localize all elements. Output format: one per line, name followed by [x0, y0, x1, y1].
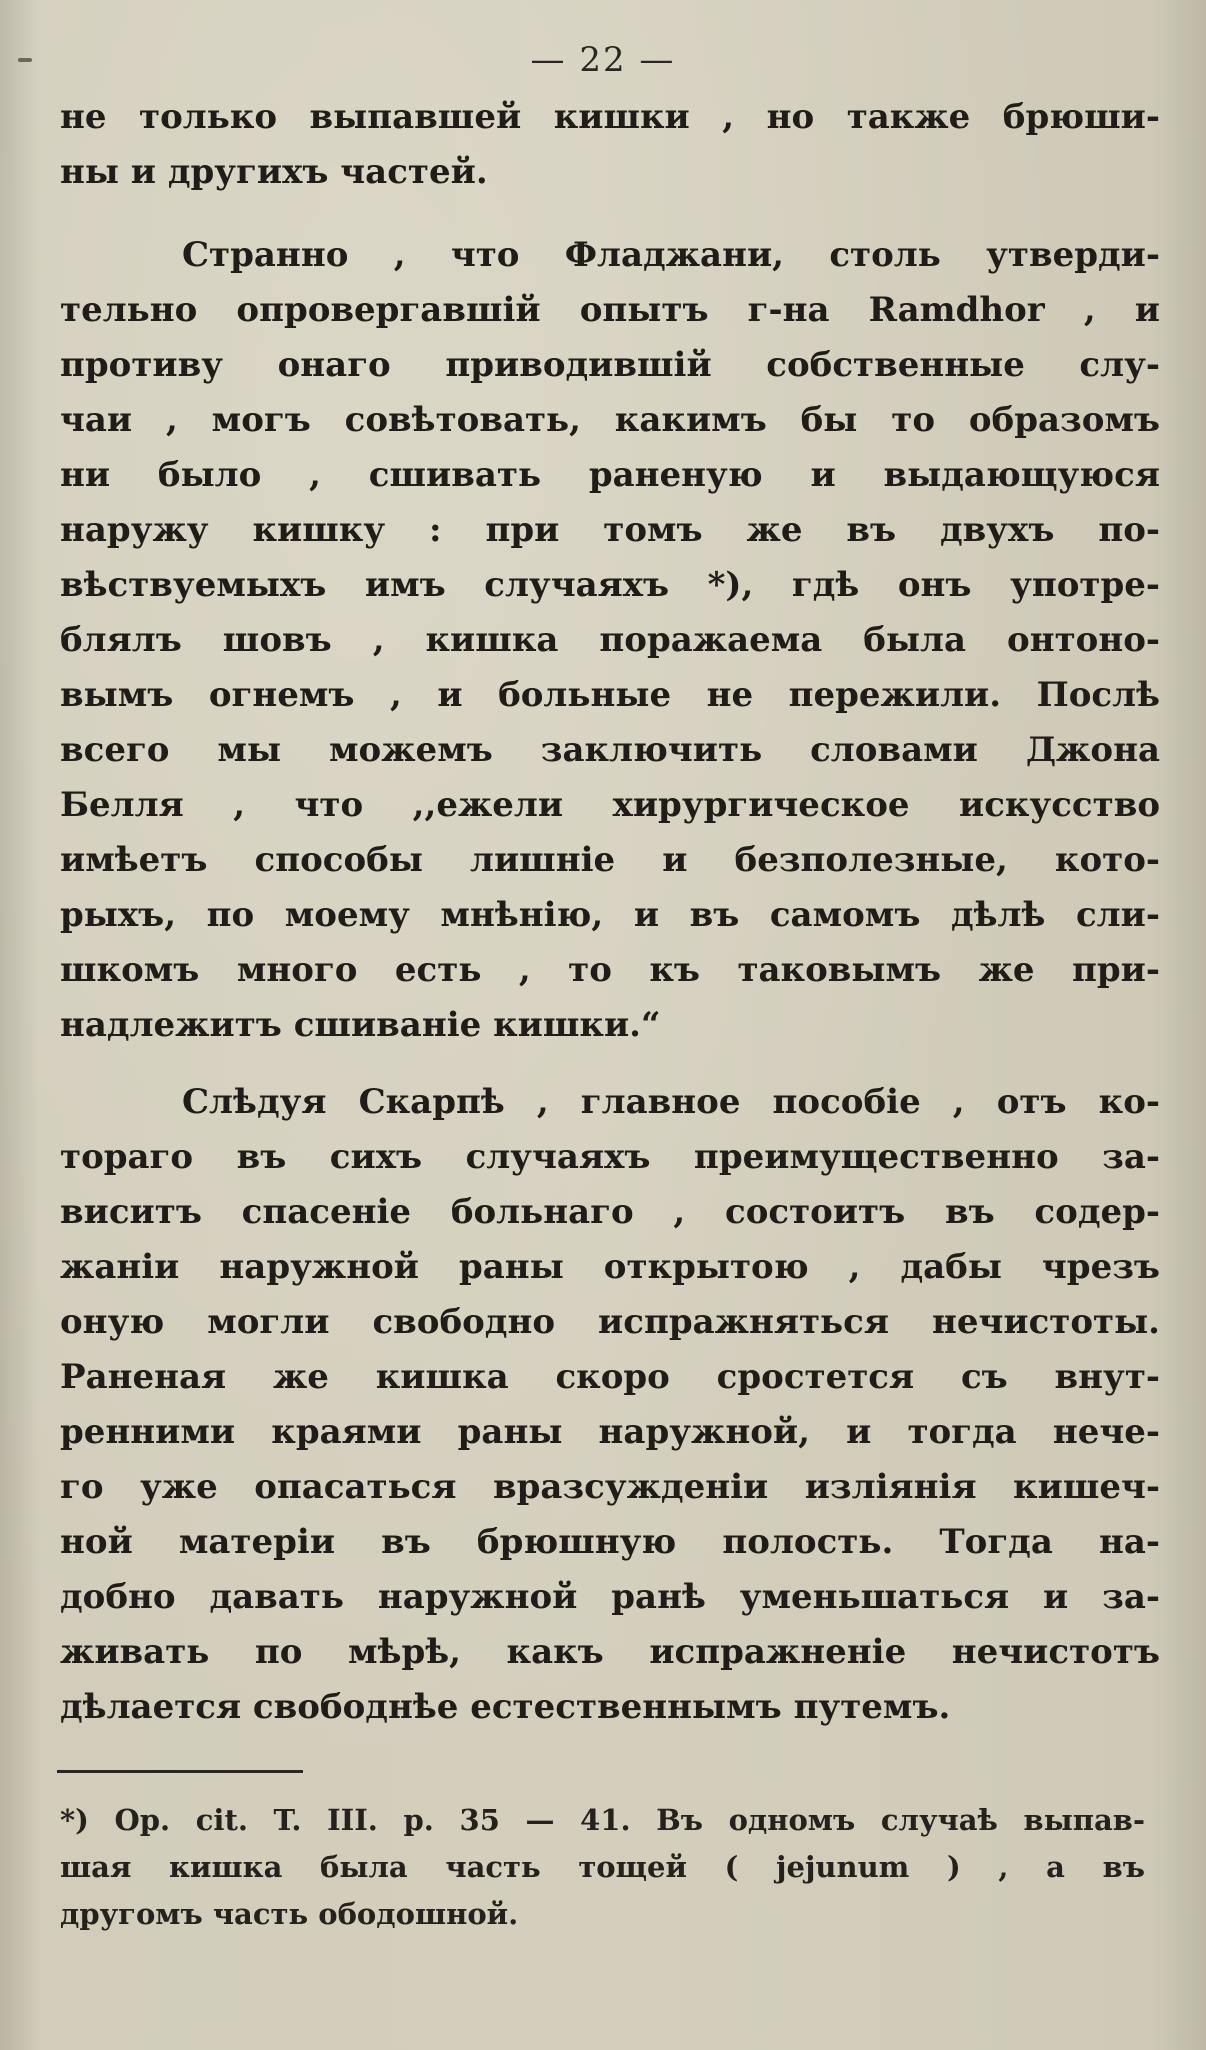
text-line: имѣетъ способы лишніе и безполезные, кото- [60, 840, 1160, 880]
text-line: вымъ огнемъ , и больные не пережили. Послѣ [60, 675, 1160, 715]
text-line: ны и другихъ частей. [60, 152, 488, 192]
text-line: Слѣдуя Скарпѣ , главное пособіе , отъ ко- [182, 1082, 1160, 1122]
text-line: жаніи наружной раны открытою , дабы чрезъ [60, 1247, 1160, 1287]
footnote-line: *) Op. cit. T. III. p. 35 — 41. Въ одномъ случаѣ выпав- [60, 1803, 1145, 1837]
footnote-line: шая кишка была часть тощей ( jejunum ) , а въ [60, 1850, 1145, 1884]
text-line: тораго въ сихъ случаяхъ преимущественно за- [60, 1137, 1160, 1177]
text-line: ни было , сшивать раненую и выдающуюся [60, 455, 1160, 495]
paragraph-fladzhani [60, 228, 1160, 1053]
text-line: Белля , что ,,ежели хирургическое искусство [60, 785, 1160, 825]
text-line: рыхъ, по моему мнѣнію, и въ самомъ дѣлѣ сли- [60, 895, 1160, 935]
footnote-line: другомъ часть ободошной. [60, 1897, 519, 1931]
text-line: чаи , могъ совѣтовать, какимъ бы то образомъ [60, 400, 1160, 440]
paragraph-continuation [60, 90, 1160, 200]
text-line: дѣлается свободнѣе естественнымъ путемъ. [60, 1687, 951, 1727]
text-line: го уже опасаться вразсужденіи изліянія кишеч- [60, 1467, 1160, 1507]
text-line: не только выпавшей кишки , но также брюши- [60, 97, 1160, 137]
page-number-header: — 22 — [530, 40, 676, 80]
text-line: тельно опровергавшій опытъ г-на Ramdhor , и [60, 290, 1160, 330]
text-line: шкомъ много есть , то къ таковымъ же при- [60, 950, 1160, 990]
text-line: добно давать наружной ранѣ уменьшаться и за- [60, 1577, 1160, 1617]
text-line: всего мы можемъ заключить словами Джона [60, 730, 1160, 770]
text-line: вѣствуемыхъ имъ случаяхъ *), гдѣ онъ употре- [60, 565, 1160, 605]
text-line: Раненая же кишка скоро сростется съ внут- [60, 1357, 1160, 1397]
text-line: виситъ спасеніе больнаго , состоитъ въ содер- [60, 1192, 1160, 1232]
text-line: ренними краями раны наружной, и тогда нече- [60, 1412, 1160, 1452]
text-line: надлежитъ сшиваніе кишки.“ [60, 1005, 661, 1045]
text-line: живать по мѣрѣ, какъ испражненіе нечистотъ [60, 1632, 1160, 1672]
text-line: оную могли свободно испражняться нечистоты. [60, 1302, 1160, 1342]
text-line: ной матеріи въ брюшную полость. Тогда на- [60, 1522, 1160, 1562]
text-line: наружу кишку : при томъ же въ двухъ по- [60, 510, 1160, 550]
footnote [60, 1797, 1145, 1938]
text-line: противу онаго приводившій собственные слу- [60, 345, 1160, 385]
footnote-divider [57, 1770, 303, 1773]
paragraph-scarpa [60, 1075, 1160, 1735]
text-line: блялъ шовъ , кишка поражаема была онтоно- [60, 620, 1160, 660]
text-line: Странно , что Фладжани, столь утверди- [182, 235, 1160, 275]
